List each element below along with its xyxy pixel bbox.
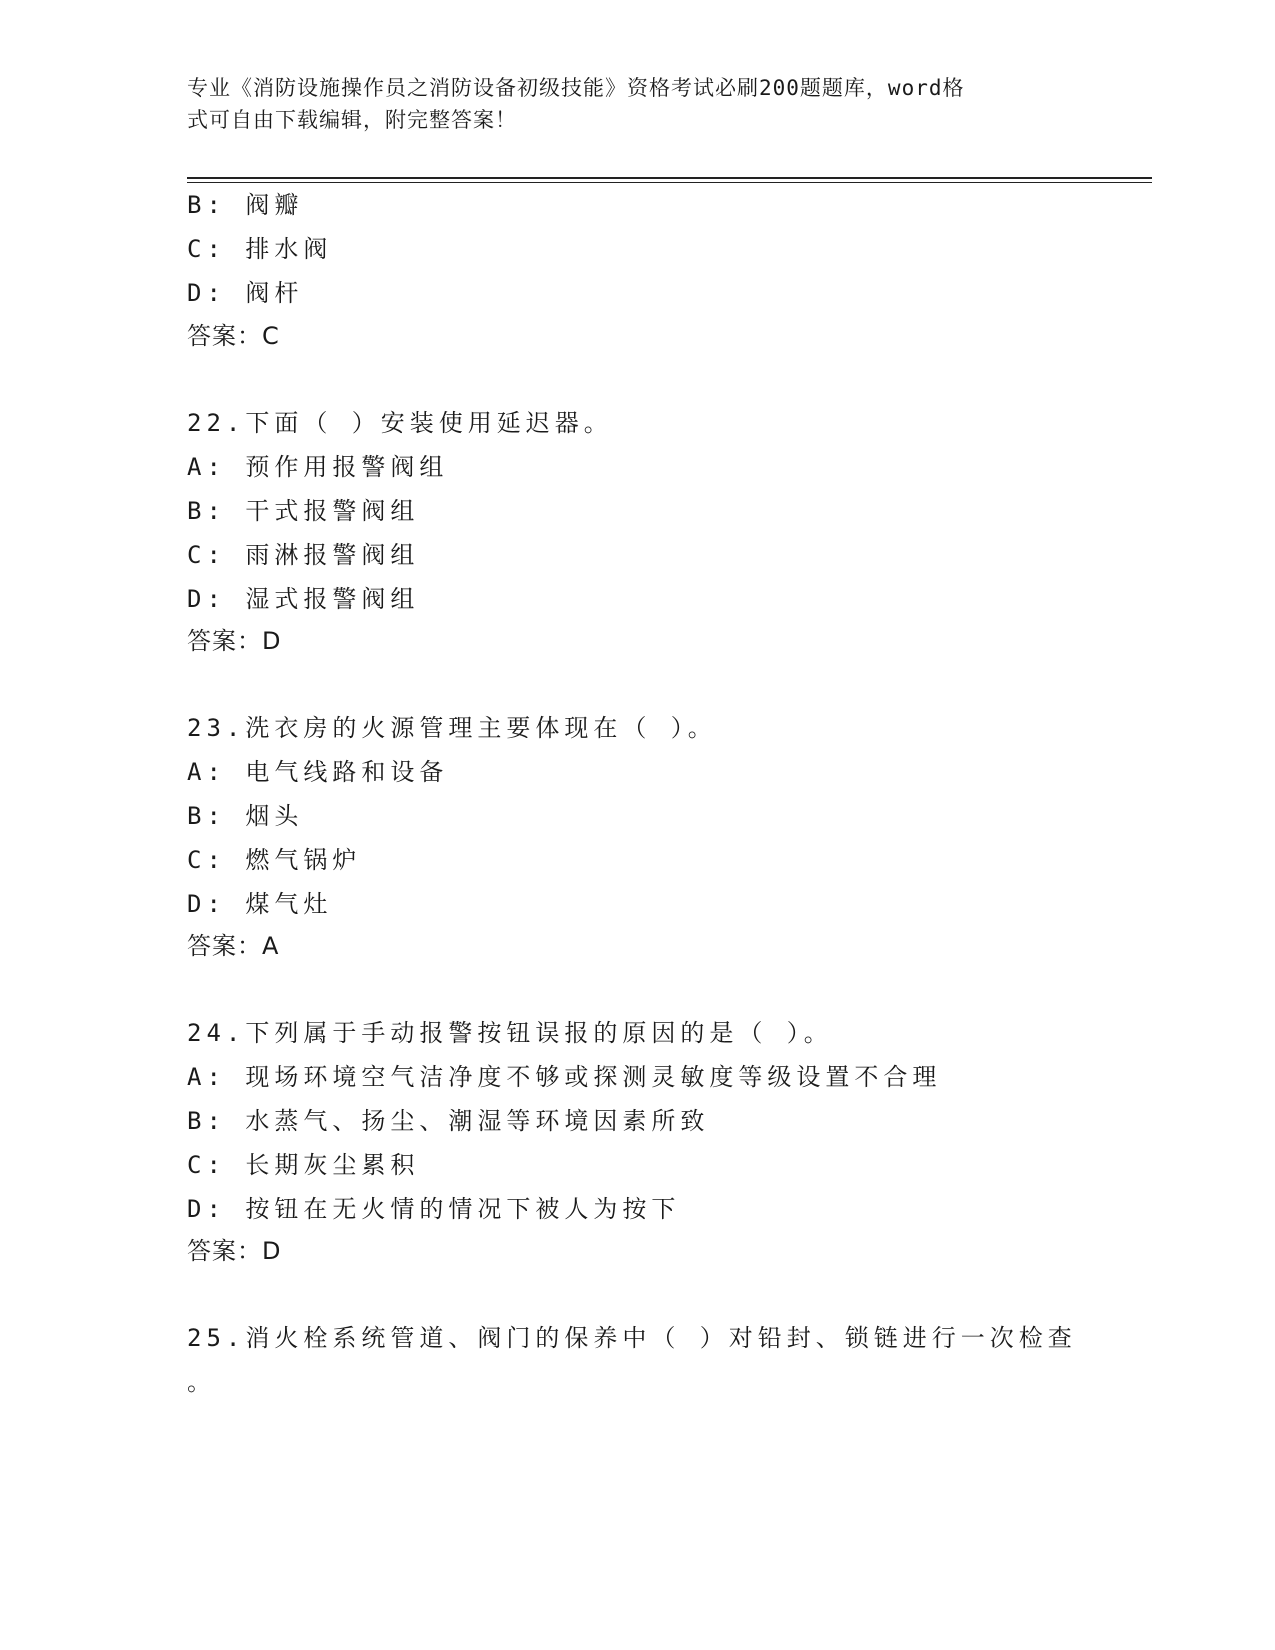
q23-option-b: B: 烟头 [187, 802, 304, 830]
q23-stem: 23.洗衣房的火源管理主要体现在（ ）。 [187, 714, 717, 742]
q24-option-a: A: 现场环境空气洁净度不够或探测灵敏度等级设置不合理 [187, 1063, 942, 1091]
q22-option-b: B: 干式报警阀组 [187, 497, 420, 525]
header-line-2: 式可自由下载编辑，附完整答案！ [187, 108, 517, 132]
q23-option-a: A: 电气线路和设备 [187, 758, 449, 786]
q24-answer: 答案：D [187, 1237, 282, 1265]
q24-option-b: B: 水蒸气、扬尘、潮湿等环境因素所致 [187, 1107, 710, 1135]
q23-answer: 答案：A [187, 932, 280, 960]
q22-option-d: D: 湿式报警阀组 [187, 585, 420, 613]
q22-stem: 22.下面（ ）安装使用延迟器。 [187, 409, 613, 437]
q25-stem: 25.消火栓系统管道、阀门的保养中（ ）对铅封、锁链进行一次检查 [187, 1324, 1077, 1352]
q21-answer: 答案：C [187, 322, 280, 350]
q22-option-c: C: 雨淋报警阀组 [187, 541, 420, 569]
header-divider-top [187, 177, 1152, 179]
q24-stem: 24.下列属于手动报警按钮误报的原因的是（ ）。 [187, 1019, 833, 1047]
header-divider-bottom [187, 182, 1152, 183]
q21-option-b: B: 阀瓣 [187, 191, 304, 219]
q21-option-d: D: 阀杆 [187, 279, 304, 307]
q24-option-c: C: 长期灰尘累积 [187, 1151, 420, 1179]
q22-answer: 答案：D [187, 627, 282, 655]
q23-option-c: C: 燃气锅炉 [187, 846, 362, 874]
q25-stem-continued: 。 [187, 1368, 216, 1396]
q22-option-a: A: 预作用报警阀组 [187, 453, 449, 481]
q24-option-d: D: 按钮在无火情的情况下被人为按下 [187, 1195, 681, 1223]
q21-option-c: C: 排水阀 [187, 235, 333, 263]
header-line-1: 专业《消防设施操作员之消防设备初级技能》资格考试必刷200题题库，word格 [187, 76, 965, 100]
q23-option-d: D: 煤气灶 [187, 890, 333, 918]
document-header [187, 72, 1067, 136]
